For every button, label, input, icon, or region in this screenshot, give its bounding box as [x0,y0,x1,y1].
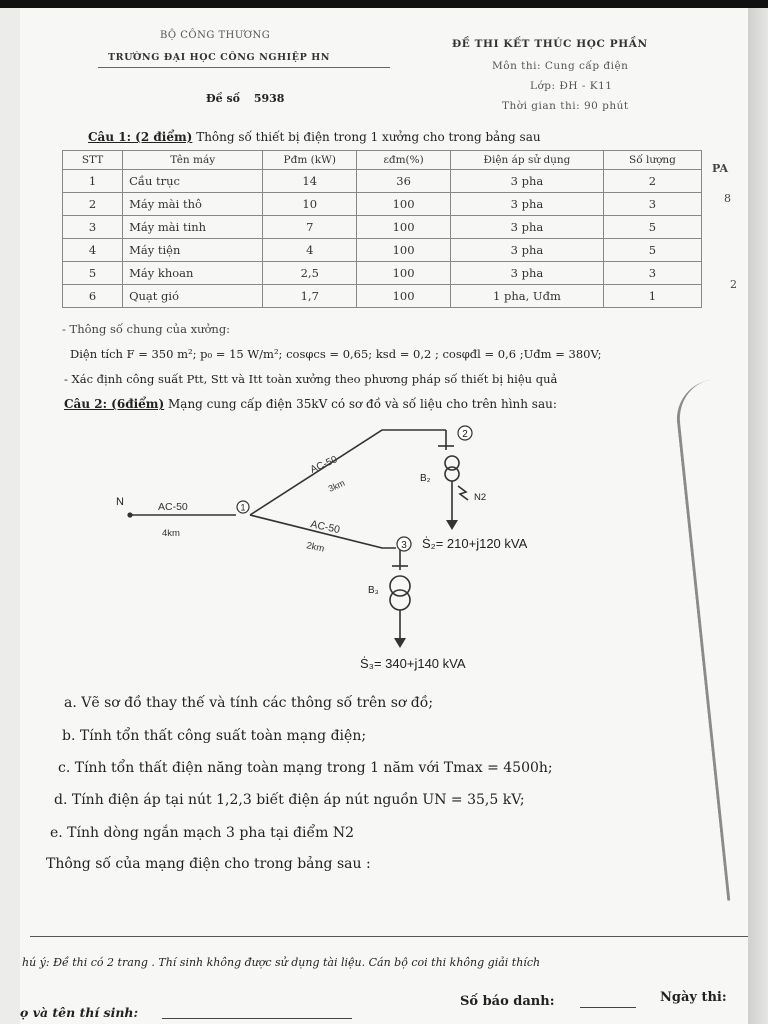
cell-quantity: 3 [603,262,701,285]
cell-stt: 6 [63,285,123,308]
col-power: Pđm (kW) [263,151,357,170]
cell-power: 1,7 [263,285,357,308]
fault-n2-label: N2 [474,492,487,503]
node-1-label: 1 [240,502,246,513]
fault-n2-mark [458,486,468,500]
list-item: a. Vẽ sơ đồ thay thế và tính các thông số trên sơ đồ; [64,695,434,711]
school-name: TRƯỜNG ĐẠI HỌC CÔNG NGHIỆP HN [108,52,331,63]
node-2-label: 2 [462,429,468,440]
footer-note: hú ý: Đề thi có 2 trang . Thí sinh không được sử dụng tài liệu. Cán bộ coi thi không giải thích [22,956,541,969]
transformer-b3-label: B₃ [368,585,379,596]
line-13-length: 2km [305,540,326,555]
cell-voltage: 1 pha, Uđm [451,285,604,308]
q1-intro: Thông số thiết bị điện trong 1 xưởng cho trong bảng sau [196,130,541,144]
side-note-pa: PA [712,162,729,175]
side-note-8: 8 [724,192,731,205]
load-s3-label: Ṡ₃= 340+j140 kVA [360,656,466,671]
cell-power: 7 [263,216,357,239]
source-label: N [116,496,124,508]
transformer-b2-label: B₂ [420,473,431,484]
cell-power: 14 [263,170,357,193]
cell-quantity: 1 [603,285,701,308]
line-12-length: 3km [326,477,347,494]
cell-voltage: 3 pha [451,193,604,216]
cell-epsilon: 100 [357,216,451,239]
cell-name: Quạt gió [123,285,263,308]
list-item: c. Tính tổn thất điện năng toàn mạng trong 1 năm với Tmax = 4500h; [58,760,553,776]
source-bus [128,513,132,517]
ministry-name: BỘ CÔNG THƯƠNG [160,30,271,41]
candidate-id-label: Số báo danh: [460,994,555,1009]
cell-stt: 5 [63,262,123,285]
class: Lớp: ĐH - K11 [530,80,613,92]
node-3-label: 3 [401,540,407,551]
q1-title: Câu 1: (2 điểm) [88,130,193,144]
candidate-name-label: ọ và tên thí sinh: [20,1005,139,1020]
col-voltage: Điện áp sử dụng [451,151,604,170]
cell-quantity: 3 [603,193,701,216]
q2-title: Câu 2: (6điểm) [64,397,165,411]
candidate-name-line [162,1018,352,1019]
cell-quantity: 5 [603,216,701,239]
cell-voltage: 3 pha [451,239,604,262]
transformer-b2-lower [445,467,459,481]
footer-rule [30,936,748,937]
exam-number-value: 5938 [253,92,285,105]
load-s2-label: Ṡ₂= 210+j120 kVA [422,536,528,551]
q1-task: - Xác định công suất Ptt, Stt và Itt toàn xưởng theo phương pháp số thiết bị hiệu quả [64,372,558,386]
side-note-2: 2 [730,278,737,291]
cell-epsilon: 36 [357,170,451,193]
cell-voltage: 3 pha [451,216,604,239]
list-item: b. Tính tổn thất công suất toàn mạng điện; [62,728,367,744]
col-quantity: Số lượng [603,151,701,170]
line-12-type: AC-50 [308,454,340,476]
cell-stt: 4 [63,239,123,262]
cell-power: 10 [263,193,357,216]
cell-epsilon: 100 [357,262,451,285]
cell-name: Máy mài thô [123,193,263,216]
cell-name: Máy khoan [123,262,263,285]
duration: Thời gian thi: 90 phút [502,100,629,112]
transformer-b3-lower [390,590,410,610]
q2-intro: Mạng cung cấp điện 35kV có sơ đồ và số liệu cho trên hình sau: [168,397,557,411]
col-stt: STT [63,151,123,170]
cell-power: 2,5 [263,262,357,285]
cell-epsilon: 100 [357,193,451,216]
col-epsilon: εđm(%) [357,151,451,170]
cell-epsilon: 100 [357,285,451,308]
line-n1-type: AC-50 [158,501,188,513]
cell-voltage: 3 pha [451,262,604,285]
cell-quantity: 5 [603,239,701,262]
transformer-b2-upper [445,456,459,470]
cell-name: Cầu trục [123,170,263,193]
line-13-type: AC-50 [309,518,341,537]
list-item: e. Tính dòng ngắn mạch 3 pha tại điểm N2 [50,825,354,841]
subject: Môn thi: Cung cấp điện [492,60,629,72]
list-item: d. Tính điện áp tại nút 1,2,3 biết điện áp nút nguồn UN = 35,5 kV; [54,792,525,808]
exam-title: ĐỀ THI KẾT THÚC HỌC PHẦN [452,38,648,50]
exam-number-label: Đề số [206,92,240,105]
cell-name: Máy tiện [123,239,263,262]
load-2-arrow-icon [446,520,458,530]
cell-power: 4 [263,239,357,262]
cell-quantity: 2 [603,170,701,193]
cell-stt: 3 [63,216,123,239]
line-n1-length: 4km [162,528,180,539]
cell-stt: 2 [63,193,123,216]
exam-date-label: Ngày thi: [660,990,727,1005]
cell-name: Máy mài tinh [123,216,263,239]
cell-stt: 1 [63,170,123,193]
q1-common-label: - Thông số chung của xưởng: [62,322,231,336]
cell-voltage: 3 pha [451,170,604,193]
load-3-arrow-icon [394,638,406,648]
col-name: Tên máy [123,151,263,170]
line-1-2 [250,430,446,515]
cell-epsilon: 100 [357,239,451,262]
q2-table-note: Thông số của mạng điện cho trong bảng sau : [46,856,371,872]
candidate-id-line [580,1007,636,1008]
q1-params: Diện tích F = 350 m²; p₀ = 15 W/m²; cosφcs = 0,65; ksd = 0,2 ; cosφđl = 0,6 ;Uđm = 380V; [70,347,602,361]
